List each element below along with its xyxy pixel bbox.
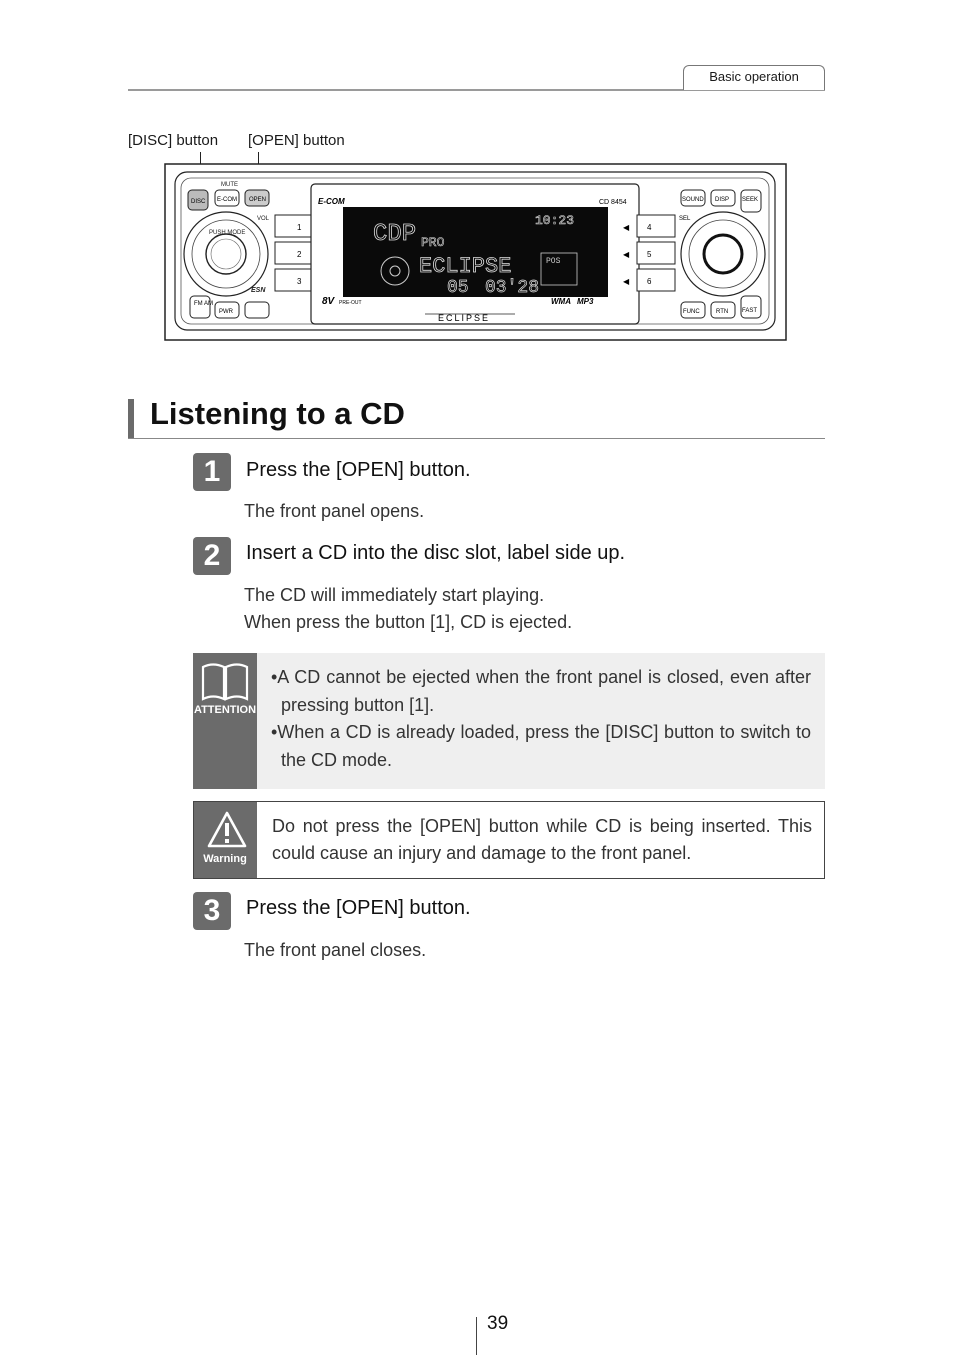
page-number-rule	[476, 1317, 477, 1355]
svg-text:SEEK: SEEK	[742, 197, 759, 203]
push-mode-label: PUSH MODE	[209, 230, 246, 236]
svg-text:PRO: PRO	[421, 235, 445, 250]
svg-text:CDP: CDP	[373, 221, 417, 248]
svg-text:E-COM: E-COM	[217, 197, 237, 203]
svg-text:8V: 8V	[322, 296, 335, 307]
section-tab: Basic operation	[683, 65, 825, 90]
svg-text:FAST: FAST	[742, 308, 758, 314]
svg-text:DISP: DISP	[715, 197, 730, 203]
svg-text:1: 1	[297, 223, 302, 232]
warning-label: Warning	[203, 853, 247, 865]
device-open-label: OPEN	[249, 197, 267, 203]
book-icon	[199, 661, 251, 703]
svg-text:◀: ◀	[623, 250, 630, 259]
svg-text:POS: POS	[546, 257, 561, 266]
attention-item: •When a CD is already loaded, press the [DISC] button to switch to the CD mode.	[271, 722, 811, 770]
warning-text: Do not press the [OPEN] button while CD is being inserted. This could cause an injury and damage to the front panel.	[272, 816, 812, 863]
step-2-number: 2	[193, 537, 231, 575]
svg-text:ESN: ESN	[251, 287, 266, 294]
step-2-title: Insert a CD into the disc slot, label side up.	[246, 542, 626, 564]
svg-text:◀: ◀	[623, 223, 630, 232]
attention-text	[271, 664, 811, 774]
svg-text:FM AM: FM AM	[194, 301, 213, 307]
step-1-body: The front panel opens.	[244, 501, 425, 521]
warning-triangle-icon	[206, 810, 248, 850]
page-title: Listening to a CD	[150, 396, 405, 431]
svg-text:MP3: MP3	[577, 297, 594, 306]
step-3-body: The front panel closes.	[244, 940, 427, 960]
svg-text:SEL: SEL	[679, 216, 691, 222]
title-rule	[128, 438, 825, 439]
step-1-number: 1	[193, 453, 231, 491]
device-disc-label: DISC	[191, 199, 206, 205]
attention-item: •A CD cannot be ejected when the front panel is closed, even after pressing button [1].	[271, 667, 811, 715]
step-3-title: Press the [OPEN] button.	[246, 897, 471, 919]
svg-text:ECLIPSE: ECLIPSE	[419, 254, 512, 279]
svg-text:3: 3	[297, 277, 302, 286]
step-3-number: 3	[193, 892, 231, 930]
svg-text:03'28: 03'28	[485, 278, 540, 298]
svg-text:6: 6	[647, 277, 652, 286]
svg-text:10:23: 10:23	[535, 213, 575, 228]
svg-text:05: 05	[447, 278, 469, 298]
svg-text:◀: ◀	[623, 277, 630, 286]
svg-text:ECLIPSE: ECLIPSE	[438, 313, 491, 323]
svg-text:MUTE: MUTE	[221, 182, 238, 188]
attention-label: ATTENTION	[193, 704, 257, 716]
svg-text:E-COM: E-COM	[318, 197, 345, 206]
svg-text:CD 8454: CD 8454	[599, 199, 627, 206]
disc-button-callout: [DISC] button	[128, 132, 219, 149]
svg-text:VOL: VOL	[257, 216, 270, 222]
svg-text:4: 4	[647, 223, 652, 232]
open-button-callout: [OPEN] button	[248, 132, 345, 149]
svg-text:PRE-OUT: PRE-OUT	[339, 300, 362, 306]
svg-text:SOUND: SOUND	[682, 197, 704, 203]
car-stereo-illustration	[163, 162, 789, 343]
svg-text:RTN: RTN	[716, 309, 729, 315]
svg-text:FUNC: FUNC	[683, 309, 700, 315]
svg-text:2: 2	[297, 250, 302, 259]
step-2-body: The CD will immediately start playing. When press the button [1], CD is ejected.	[244, 585, 573, 632]
title-accent-bar	[128, 399, 134, 439]
step-1-title: Press the [OPEN] button.	[246, 459, 471, 481]
svg-text:PWR: PWR	[219, 309, 233, 315]
page-number: 39	[487, 1313, 509, 1334]
svg-text:5: 5	[647, 250, 652, 259]
svg-text:WMA: WMA	[551, 297, 571, 306]
